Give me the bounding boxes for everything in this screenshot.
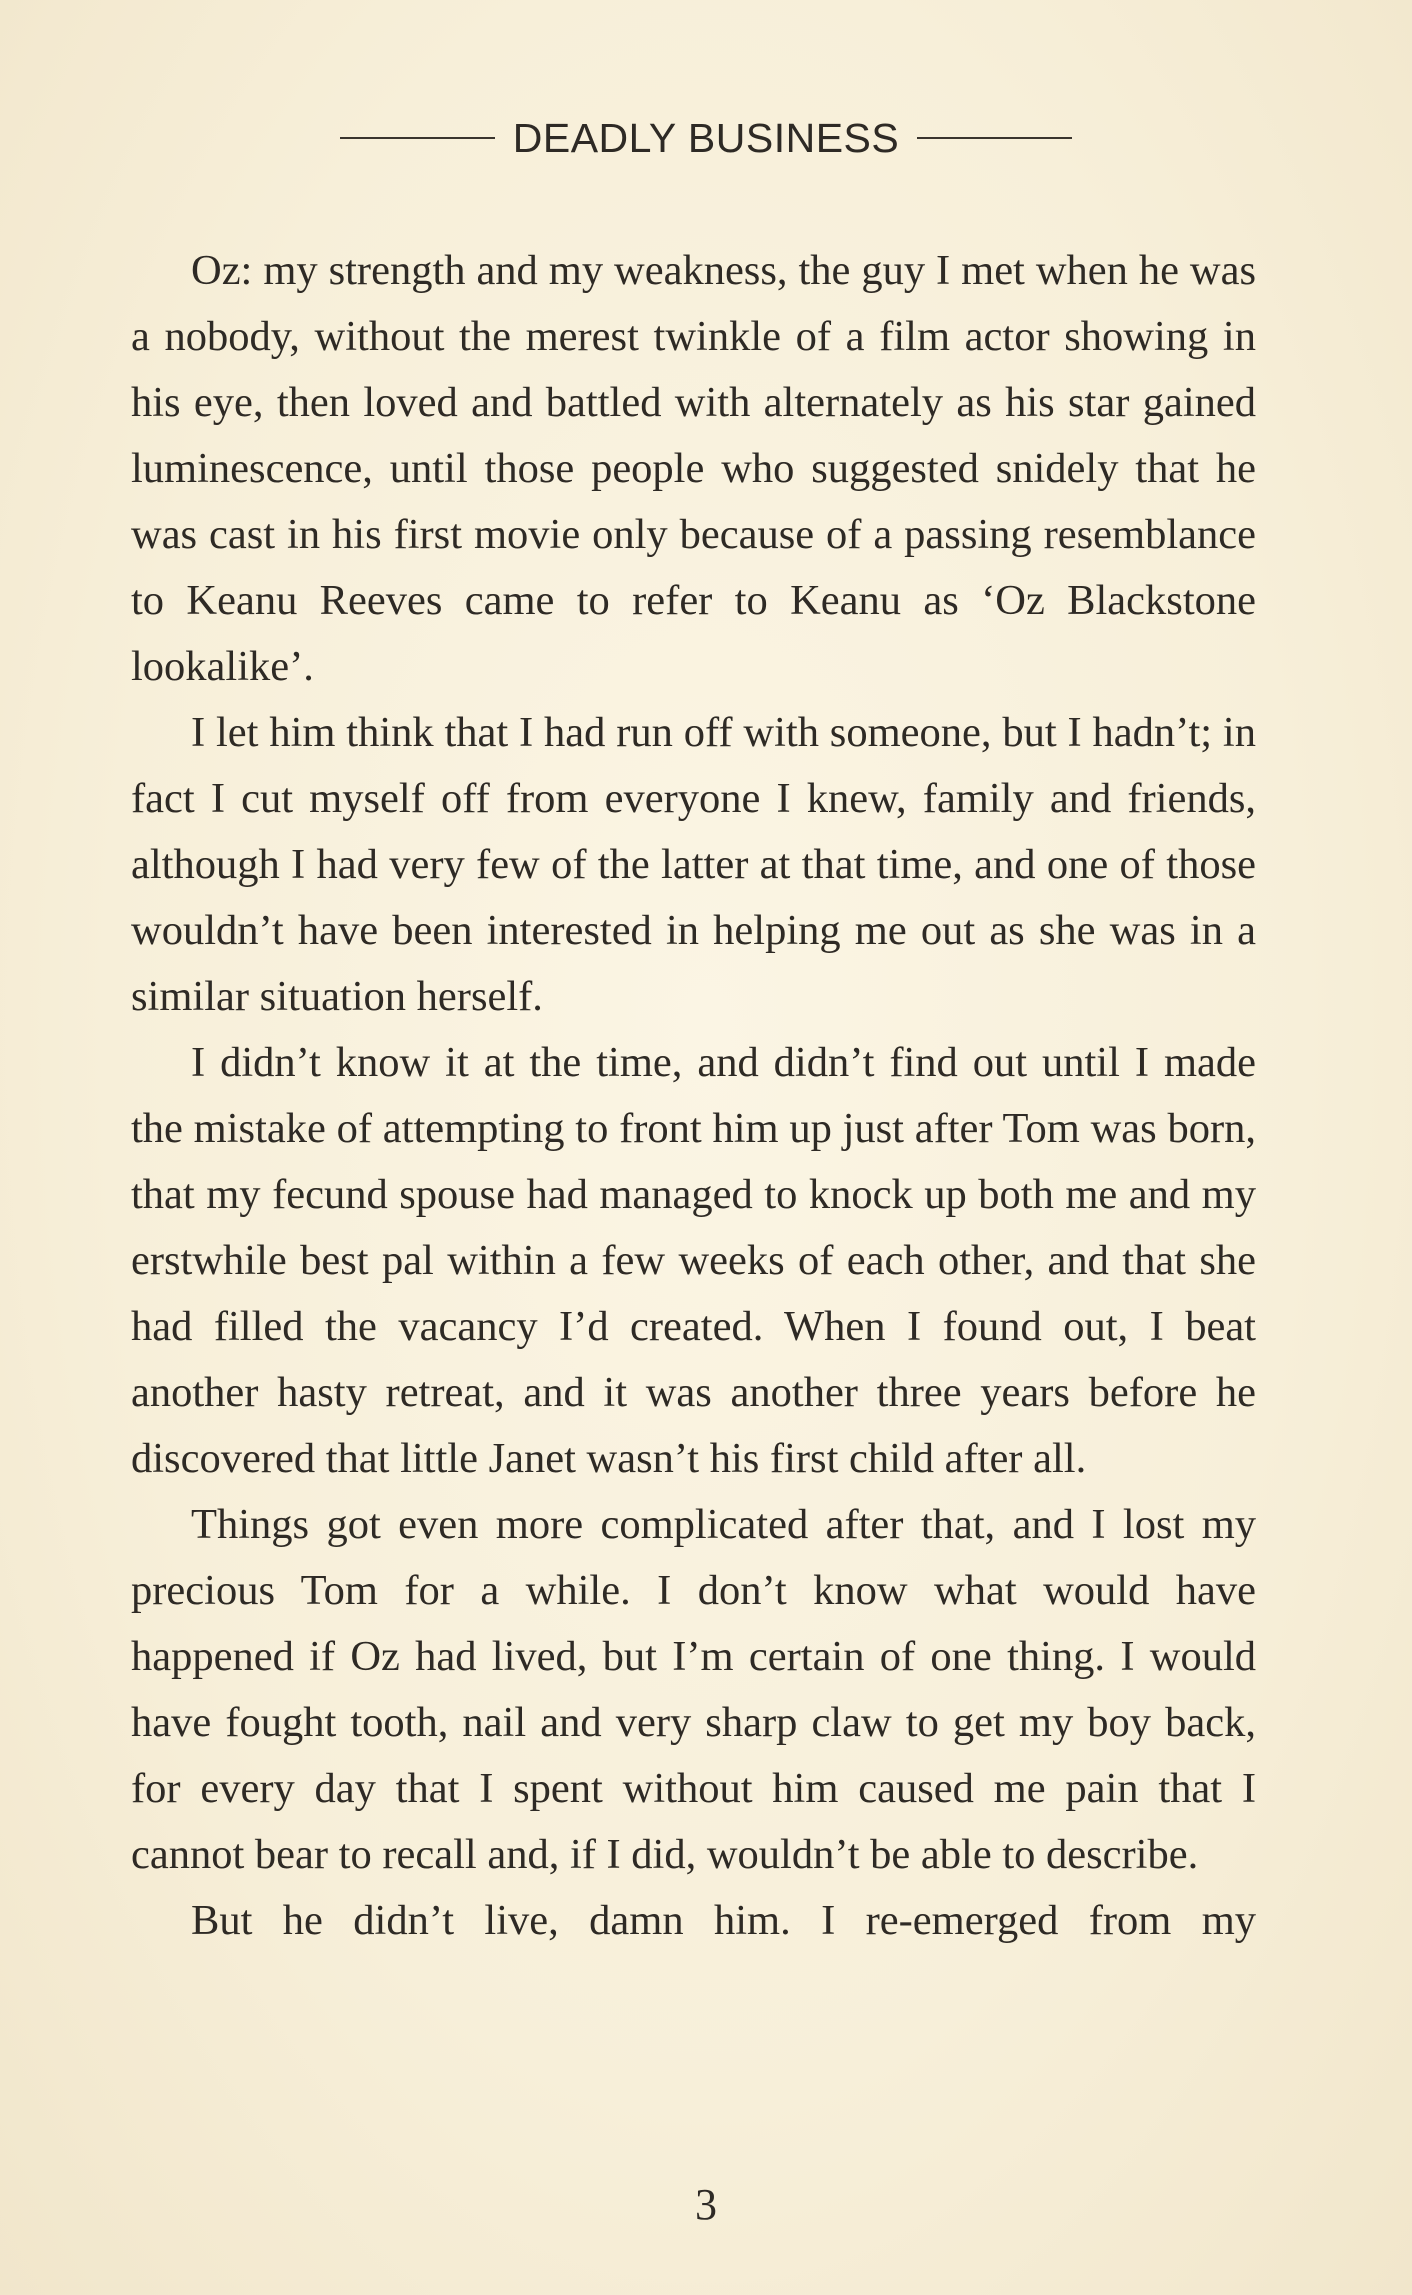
paragraph: Oz: my strength and my weakness, the guy I met when he was a nobody, without the merest twinkle of a film actor showing in his eye, then loved and battled with alternately as his star gained luminescence, until those people who suggested snidely that he was cast in his first movie only because of a passing resemblance to Keanu Reeves came to refer to Keanu as ‘Oz Blackstone lookalike’. [131, 247, 1256, 690]
running-head [0, 108, 1412, 168]
running-head-title: DEADLY BUSINESS [512, 115, 900, 161]
paragraph: I let him think that I had run off with someone, but I hadn’t; in fact I cut myself off from everyone I knew, family and friends, although I had very few of the latter at that time, and one of those wouldn’t have been interested in helping me out as she was in a similar situation herself. [131, 709, 1256, 1020]
left-rule [340, 137, 495, 139]
page-number: 3 [695, 2180, 717, 2229]
paragraph: But he didn’t live, damn him. I re-emerged from my [191, 1897, 1256, 1944]
right-rule [917, 137, 1072, 139]
paragraph: Things got even more complicated after that, and I lost my precious Tom for a while. I don’t know what would have happened if Oz had lived, but I’m certain of one thing. I would have fought tooth, nail and very sharp claw to get my boy back, for every day that I spent without him caused me pain that I cannot bear to recall and, if I did, wouldn’t be able to describe. [131, 1501, 1256, 1878]
paragraph: I didn’t know it at the time, and didn’t find out until I made the mistake of attempting to front him up just after Tom was born, that my fecund spouse had managed to knock up both me and my erstwhile best pal within a few weeks of each other, and that she had filled the vacancy I’d created. When I found out, I beat another hasty retreat, and it was another three years before he discovered that little Janet wasn’t his first child after all. [131, 1039, 1256, 1482]
body-text [131, 238, 1256, 1954]
